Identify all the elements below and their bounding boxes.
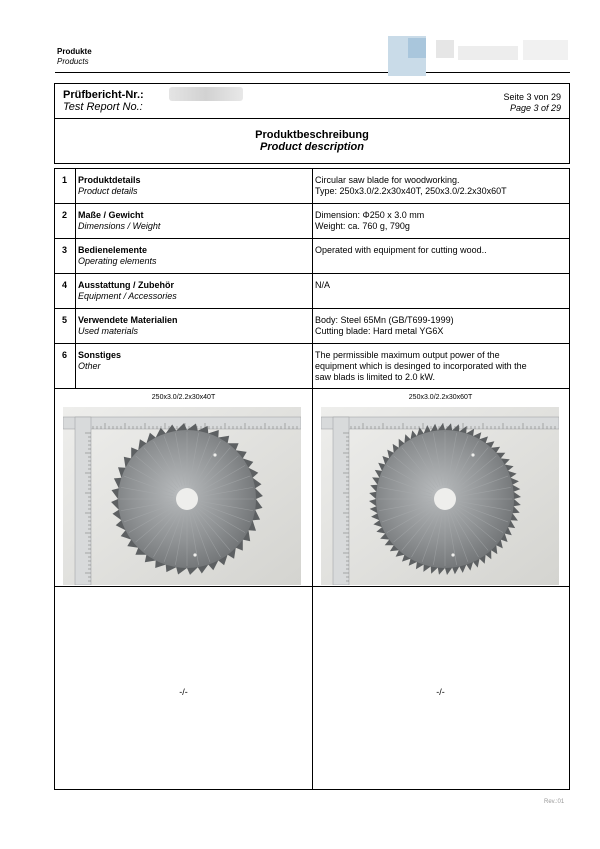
row-label-en: Used materials bbox=[78, 326, 139, 336]
row-value-line: Cutting blade: Hard metal YG6X bbox=[315, 326, 444, 336]
report-header-box bbox=[54, 83, 570, 164]
table-row bbox=[55, 344, 569, 389]
table-row bbox=[55, 309, 569, 344]
page-title-en: Product description bbox=[260, 141, 364, 153]
section-title-en: Products bbox=[57, 57, 89, 66]
report-number-row bbox=[55, 84, 569, 119]
row-label-en: Product details bbox=[78, 186, 138, 196]
section-header bbox=[57, 47, 92, 67]
blade-hole bbox=[193, 553, 196, 556]
row-number: 6 bbox=[62, 350, 68, 360]
row-number: 5 bbox=[62, 315, 68, 325]
revision-label: Rev.:01 bbox=[544, 799, 565, 805]
row-number: 1 bbox=[62, 175, 68, 185]
image-caption-right: 250x3.0/2.2x30x60T bbox=[408, 394, 473, 401]
row-number: 2 bbox=[62, 210, 68, 220]
empty-cell-left: -/- bbox=[179, 687, 188, 697]
company-logo bbox=[388, 36, 570, 76]
table-row bbox=[55, 204, 569, 239]
row-label-en: Equipment / Accessories bbox=[78, 291, 177, 301]
row-label-de: Verwendete Materialien bbox=[78, 315, 178, 325]
page-title-de: Produktbeschreibung bbox=[255, 129, 369, 141]
row-value-line: Type: 250x3.0/2.2x30x40T, 250x3.0/2.2x30x60T bbox=[315, 186, 507, 196]
row-number: 3 bbox=[62, 245, 68, 255]
arbor-hole bbox=[176, 488, 198, 510]
row-value-line: Weight: ca. 760 g, 790g bbox=[315, 221, 410, 231]
row-label-en: Dimensions / Weight bbox=[78, 221, 161, 231]
saw-blade-photo-60t bbox=[321, 407, 559, 585]
report-number-label-en: Test Report No.: bbox=[63, 101, 143, 113]
section-title-de: Produkte bbox=[57, 47, 92, 56]
row-value-line: The permissible maximum output power of the bbox=[315, 350, 500, 360]
ruler-horizontal bbox=[321, 417, 559, 429]
blade-hole bbox=[213, 453, 216, 456]
blade-hole bbox=[451, 553, 454, 556]
blade-hole bbox=[471, 453, 474, 456]
table-row bbox=[55, 274, 569, 309]
row-label-de: Bedienelemente bbox=[78, 245, 148, 255]
row-label-de: Maße / Gewicht bbox=[78, 210, 144, 220]
report-number-label-de: Prüfbericht-Nr.: bbox=[63, 89, 144, 101]
page-number-de: Seite 3 von 29 bbox=[503, 92, 561, 102]
row-label-en: Other bbox=[78, 361, 101, 371]
row-value-line: equipment which is desinged to incorporated with the bbox=[315, 361, 527, 371]
row-value-line: Circular saw blade for woodworking. bbox=[315, 175, 460, 185]
row-number: 4 bbox=[62, 280, 68, 290]
saw-blade-photo-40t bbox=[63, 407, 301, 585]
page-number-en: Page 3 of 29 bbox=[509, 103, 561, 113]
row-value-line: saw blads is limited to 2.0 kW. bbox=[315, 372, 436, 382]
row-value-line: Operated with equipment for cutting wood.. bbox=[315, 245, 487, 255]
row-label-en: Operating elements bbox=[78, 256, 157, 266]
table-row bbox=[55, 239, 569, 274]
image-caption-left: 250x3.0/2.2x30x40T bbox=[151, 394, 216, 401]
empty-cell-right: -/- bbox=[436, 687, 445, 697]
row-label-de: Produktdetails bbox=[78, 175, 141, 185]
table-row bbox=[55, 169, 569, 204]
product-table bbox=[54, 168, 570, 790]
row-label-de: Sonstiges bbox=[78, 350, 122, 360]
row-value-line: N/A bbox=[315, 280, 331, 290]
row-value-line: Body: Steel 65Mn (GB/T699-1999) bbox=[315, 315, 454, 325]
arbor-hole bbox=[434, 488, 456, 510]
redacted-report-number bbox=[169, 87, 243, 101]
row-value-line: Dimension: Φ250 x 3.0 mm bbox=[315, 210, 425, 220]
row-label-de: Ausstattung / Zubehör bbox=[78, 280, 174, 290]
